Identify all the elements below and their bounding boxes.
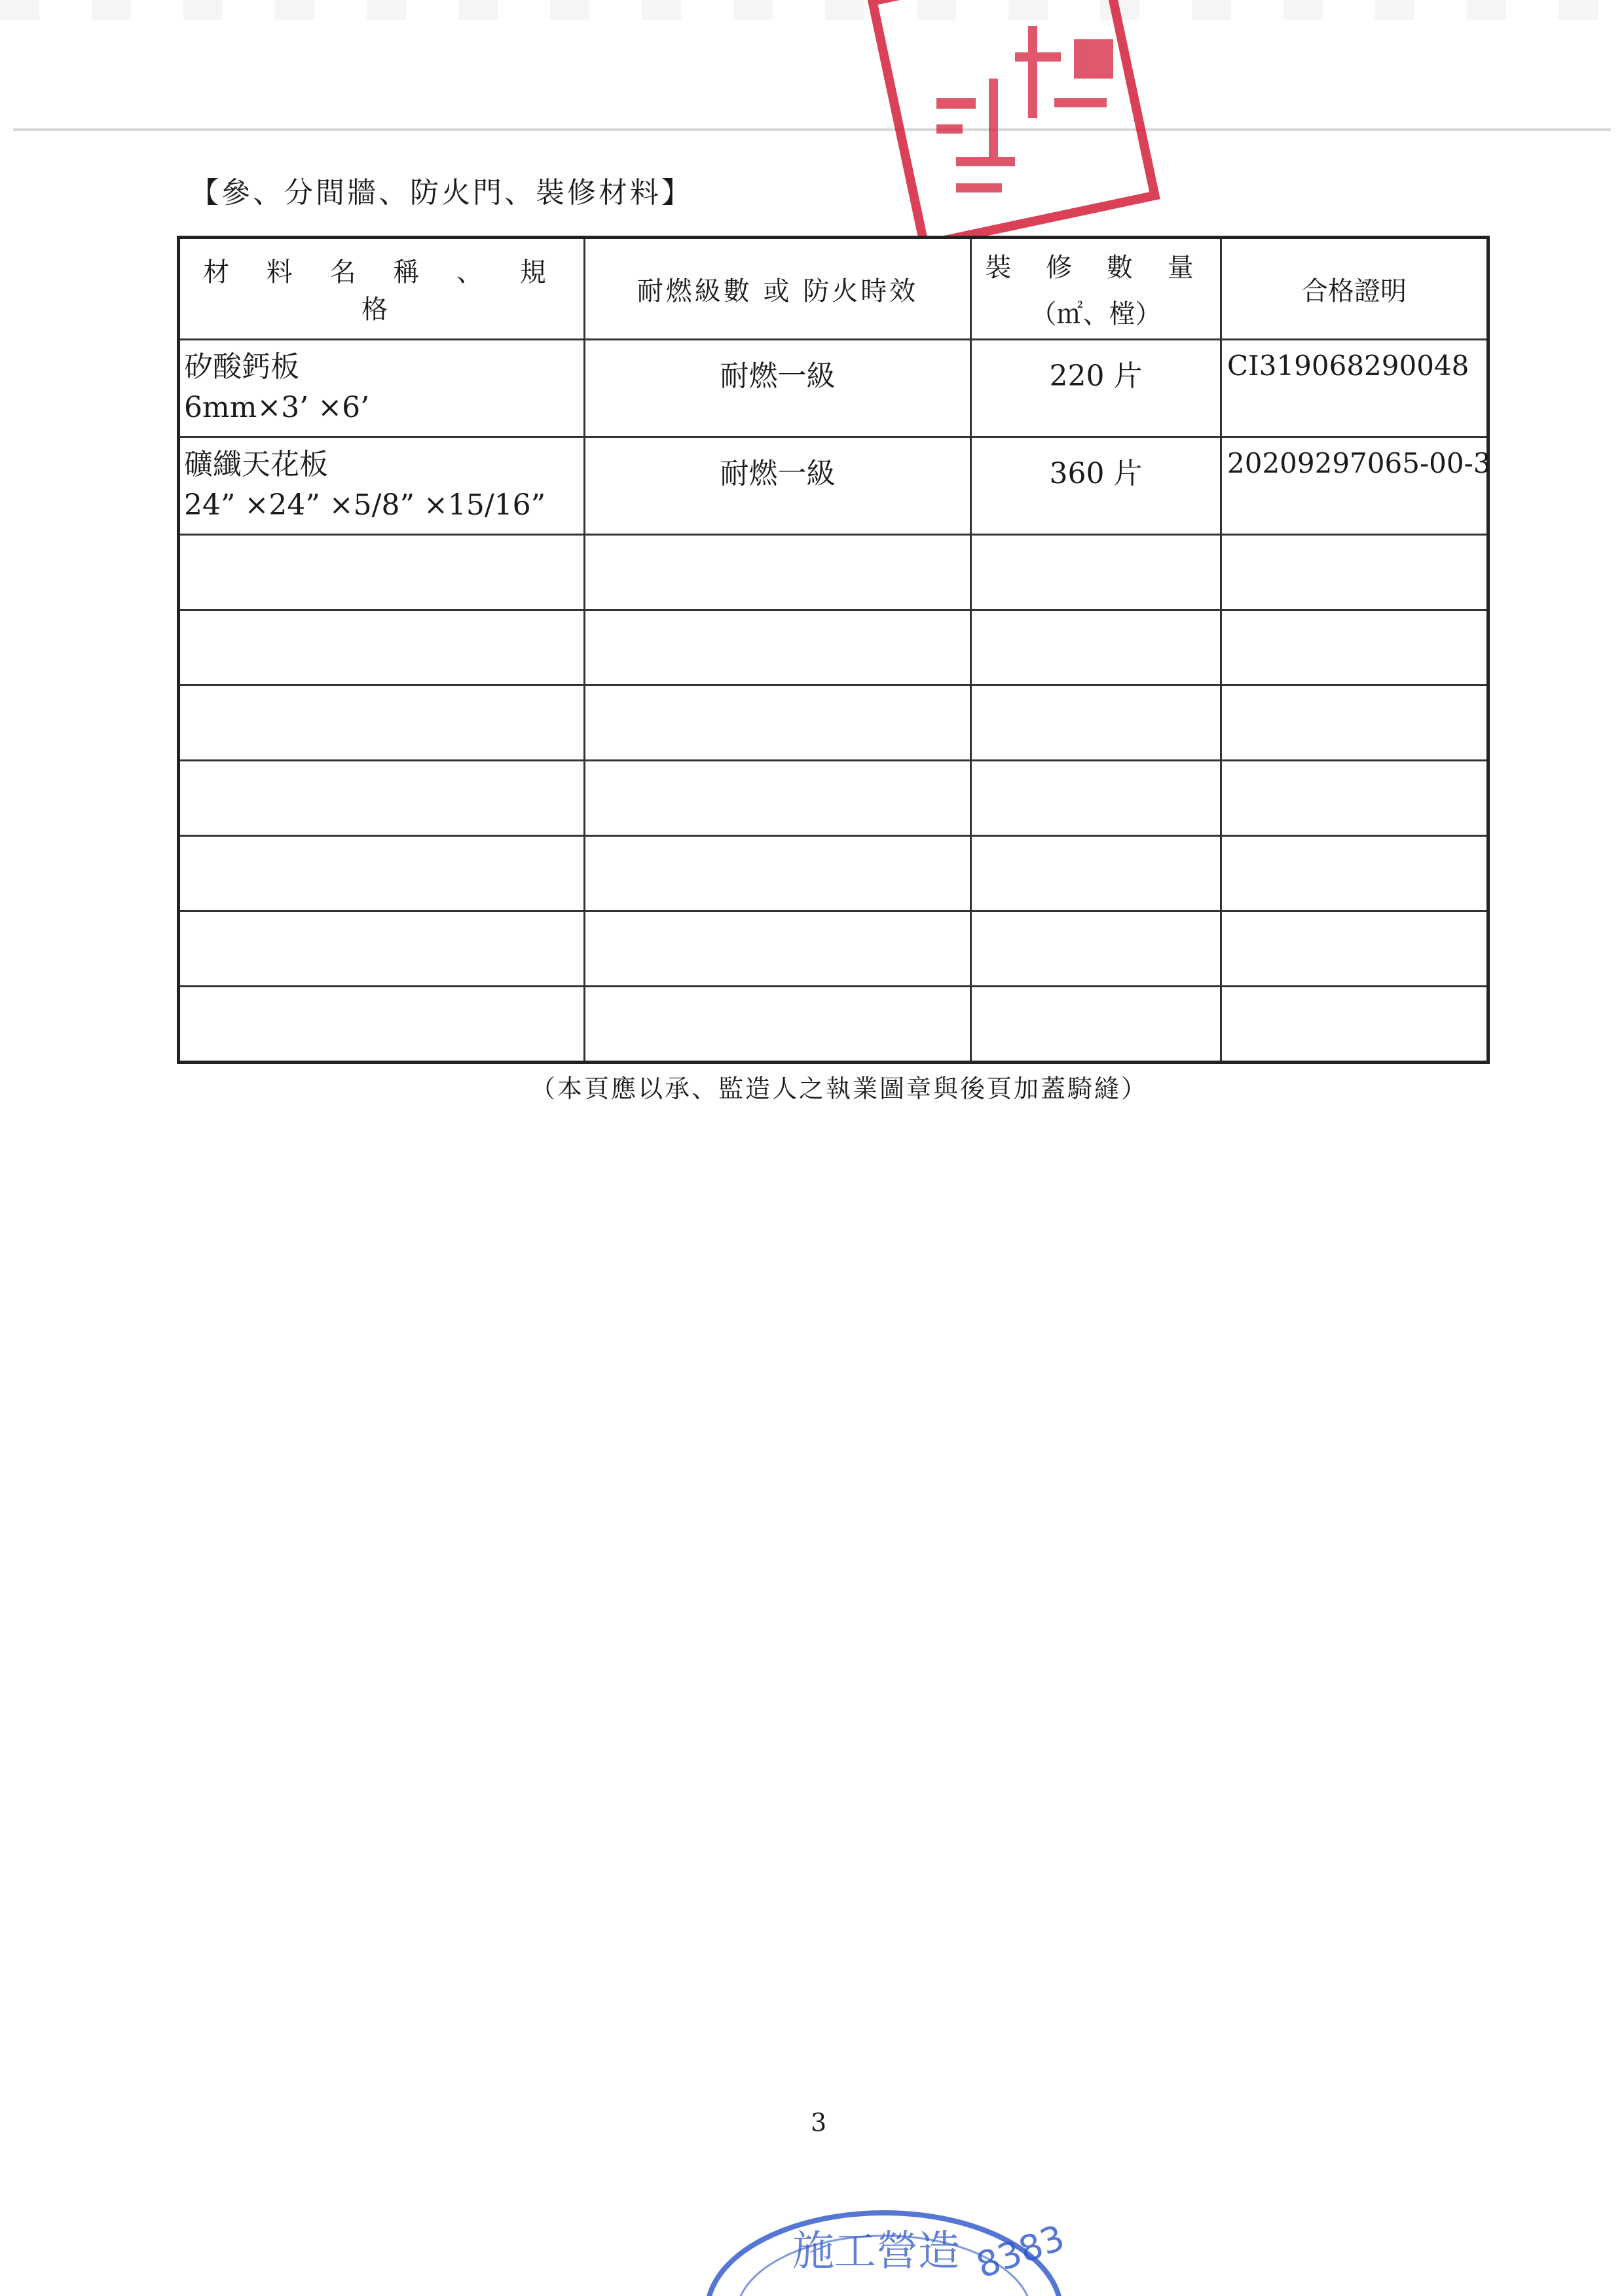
header-quantity bbox=[971, 238, 1221, 340]
material-spec: 6mm×3’ ×6’ bbox=[184, 391, 370, 424]
header-material-name bbox=[179, 238, 585, 340]
scan-artifact-top bbox=[0, 0, 1624, 20]
material-name: 矽酸鈣板 bbox=[184, 350, 299, 384]
header-certificate bbox=[1221, 238, 1488, 340]
cell-material-name bbox=[179, 437, 585, 535]
header-quantity-line1: 裝 修 數 量 bbox=[985, 253, 1207, 283]
empty-table-row bbox=[179, 610, 1488, 685]
header-fire-grade-text: 耐燃級數 或 防火時效 bbox=[637, 276, 919, 306]
blue-stamp-digits: 8383 bbox=[970, 2217, 1070, 2287]
section-heading: 【參、分間牆、防火門、裝修材料】 bbox=[190, 176, 693, 210]
empty-table-row bbox=[179, 685, 1488, 761]
table-header-row bbox=[179, 238, 1488, 340]
cell-certificate: CI319068290048 bbox=[1221, 340, 1488, 437]
cell-certificate: 20209297065-00-3 bbox=[1221, 437, 1488, 535]
page-number: 3 bbox=[811, 2108, 827, 2137]
cell-fire-grade: 耐燃一級 bbox=[585, 340, 971, 437]
cell-quantity: 360 片 bbox=[971, 437, 1221, 535]
cell-material-name bbox=[179, 340, 585, 437]
header-material-name-text: 材 料 名 稱 、 規 格 bbox=[203, 257, 561, 325]
empty-table-row bbox=[179, 761, 1488, 836]
materials-table bbox=[177, 236, 1490, 1064]
empty-table-row bbox=[179, 535, 1488, 610]
empty-table-row bbox=[179, 836, 1488, 911]
header-fire-grade bbox=[585, 238, 971, 340]
seam-stamp-footnote: （本頁應以承、監造人之執業圖章與後頁加蓋騎縫） bbox=[530, 1074, 1149, 1103]
header-certificate-text: 合格證明 bbox=[1302, 276, 1407, 306]
material-name: 礦纖天花板 bbox=[184, 448, 328, 481]
blue-stamp-text: 施工營造 bbox=[792, 2227, 960, 2276]
cell-fire-grade: 耐燃一級 bbox=[585, 437, 971, 535]
blue-company-stamp bbox=[694, 2180, 1074, 2296]
red-seal-stamp bbox=[858, 0, 1166, 236]
table-row bbox=[179, 340, 1488, 437]
table-row bbox=[179, 437, 1488, 535]
empty-table-row bbox=[179, 987, 1488, 1063]
header-quantity-line2: （㎡、樘） bbox=[1030, 299, 1162, 329]
empty-table-row bbox=[179, 911, 1488, 987]
scan-artifact-line bbox=[13, 128, 1611, 131]
material-spec: 24” ×24” ×5/8” ×15/16” bbox=[184, 488, 546, 522]
cell-quantity: 220 片 bbox=[971, 340, 1221, 437]
